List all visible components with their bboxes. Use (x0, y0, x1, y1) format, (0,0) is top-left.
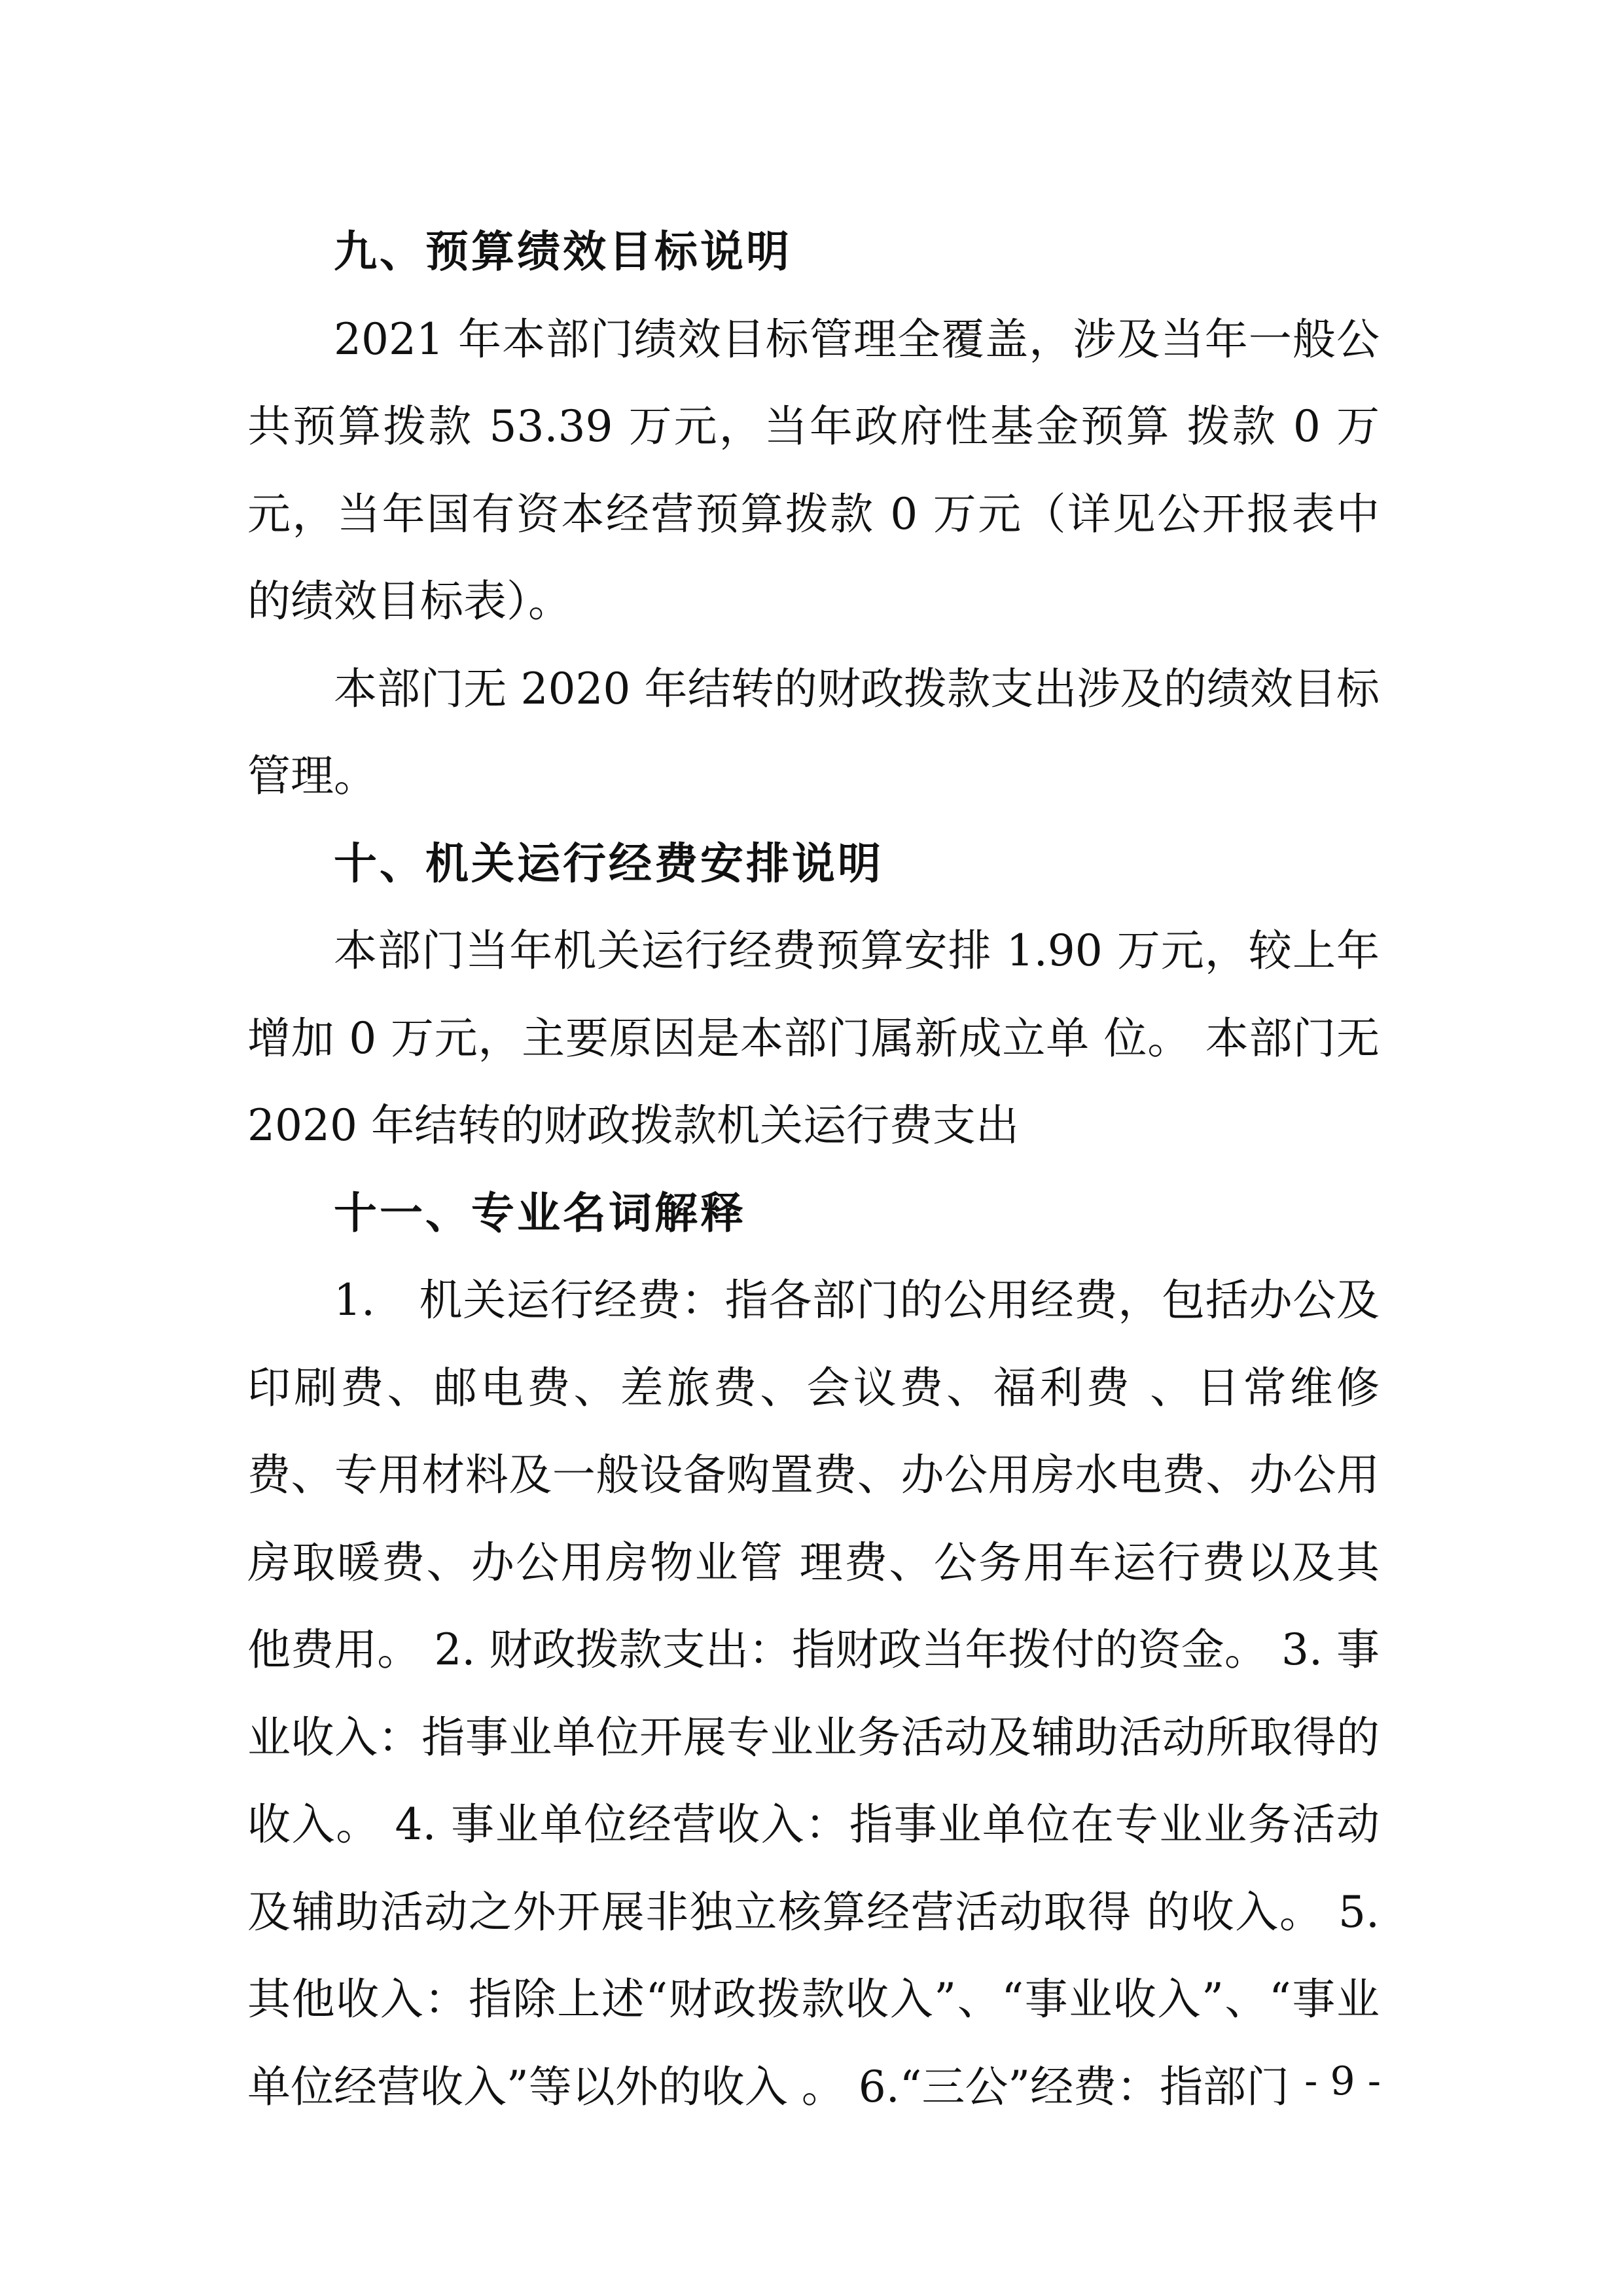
section-glossary (247, 1170, 1380, 2131)
section-heading: 十、机关运行经费安排说明 (334, 838, 883, 889)
body-paragraph: 1. 机关运行经费：指各部门的公用经费，包括办公及印刷费、邮电费、差旅费、会议费、福利费 、日常维修费、专用材料及一般设备购置费、办公用房水电费、办公用房取暖费、办公用房物业管 理费、公务用车运行费以及其他费用。 2. 财政拨款支出：指财政当年拨付的资金。 3. 事业收入：指事业单位开展专业业务活动及辅助活动所取得的收入。 4. 事业单位经营收入：指事业单位在专业业务活动及辅助活动之外开展非独立核算经营活动取得 的收入。 5. 其他收入：指除上述“财政拨款收入”、“事业收入”、“事业单位经营收入”等以外的收入 。 6.“三公”经费：指部门 (247, 1275, 1380, 2112)
page-number: - 9 - (1304, 2058, 1381, 2104)
body-paragraph: 本部门当年机关运行经费预算安排 1.90 万元，较上年增加 0 万元，主要原因是本部门属新成立单 位。 本部门无 2020 年结转的财政拨款机关运行费支出 (247, 925, 1380, 1151)
body-paragraph: 本部门无 2020 年结转的财政拨款支出涉及的绩效目标管理。 (247, 663, 1380, 801)
section-operating-expenses (247, 820, 1380, 1170)
section-heading: 九、预算绩效目标说明 (334, 226, 792, 277)
section-performance-goals (247, 208, 1380, 820)
body-paragraph: 2021 年本部门绩效目标管理全覆盖，涉及当年一般公共预算拨款 53.39 万元，当年政府性基金预算 拨款 0 万元，当年国有资本经营预算拨款 0 万元（详见公开报表中的绩效目标表）。 (247, 314, 1380, 626)
section-heading: 十一、专业名词解释 (334, 1187, 746, 1238)
document-body (247, 208, 1380, 2130)
